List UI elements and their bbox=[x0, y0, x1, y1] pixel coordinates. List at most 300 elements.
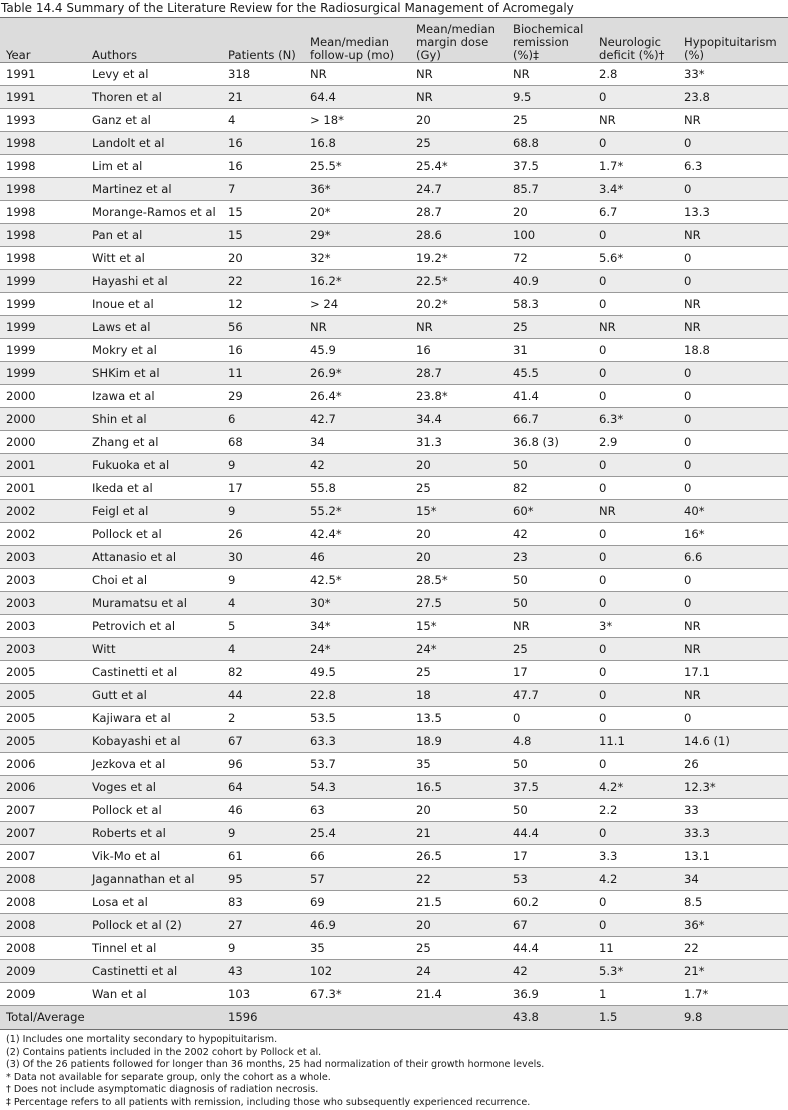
table-row bbox=[0, 983, 788, 1006]
follow-up-cell: 53.5 bbox=[304, 707, 410, 730]
table-row bbox=[0, 799, 788, 822]
authors-cell: Roberts et al bbox=[86, 822, 222, 845]
neurologic-deficit-cell: NR bbox=[593, 109, 678, 132]
follow-up-cell: NR bbox=[304, 63, 410, 86]
authors-cell: Morange-Ramos et al bbox=[86, 201, 222, 224]
authors-cell: Ganz et al bbox=[86, 109, 222, 132]
margin-dose-cell: 20.2* bbox=[410, 293, 507, 316]
remission-cell: 43.8 bbox=[507, 1006, 593, 1030]
follow-up-cell: 69 bbox=[304, 891, 410, 914]
remission-cell: 37.5 bbox=[507, 776, 593, 799]
follow-up-cell: 24* bbox=[304, 638, 410, 661]
hypopituitarism-cell: NR bbox=[678, 638, 788, 661]
margin-dose-cell: 26.5 bbox=[410, 845, 507, 868]
hypopituitarism-cell: 0 bbox=[678, 408, 788, 431]
patients-cell: 43 bbox=[222, 960, 304, 983]
neurologic-deficit-cell: 0 bbox=[593, 638, 678, 661]
authors-cell: Witt bbox=[86, 638, 222, 661]
follow-up-cell: 46.9 bbox=[304, 914, 410, 937]
header-line: (%) bbox=[684, 48, 705, 62]
neurologic-deficit-cell: 0 bbox=[593, 385, 678, 408]
hypopituitarism-cell: NR bbox=[678, 109, 788, 132]
hypopituitarism-cell: 9.8 bbox=[678, 1006, 788, 1030]
hypopituitarism-cell: NR bbox=[678, 684, 788, 707]
authors-cell: Muramatsu et al bbox=[86, 592, 222, 615]
neurologic-deficit-cell: 0 bbox=[593, 339, 678, 362]
authors-cell: Voges et al bbox=[86, 776, 222, 799]
patients-cell: 21 bbox=[222, 86, 304, 109]
remission-cell: 100 bbox=[507, 224, 593, 247]
neurologic-deficit-cell: 0 bbox=[593, 546, 678, 569]
margin-dose-cell: 34.4 bbox=[410, 408, 507, 431]
remission-cell: 23 bbox=[507, 546, 593, 569]
table-row bbox=[0, 316, 788, 339]
year-cell: 1998 bbox=[0, 247, 86, 270]
hypopituitarism-cell: 17.1 bbox=[678, 661, 788, 684]
hypopituitarism-cell: 21* bbox=[678, 960, 788, 983]
authors-cell: Pollock et al bbox=[86, 523, 222, 546]
neurologic-deficit-cell: 0 bbox=[593, 224, 678, 247]
year-cell: 2001 bbox=[0, 454, 86, 477]
margin-dose-cell: 16.5 bbox=[410, 776, 507, 799]
neurologic-deficit-cell: 0 bbox=[593, 753, 678, 776]
table-row bbox=[0, 408, 788, 431]
follow-up-cell: 57 bbox=[304, 868, 410, 891]
patients-cell: 9 bbox=[222, 937, 304, 960]
margin-dose-cell: 16 bbox=[410, 339, 507, 362]
remission-cell: 60* bbox=[507, 500, 593, 523]
remission-cell: 42 bbox=[507, 960, 593, 983]
margin-dose-cell: 28.5* bbox=[410, 569, 507, 592]
patients-cell: 96 bbox=[222, 753, 304, 776]
hypopituitarism-cell: 23.8 bbox=[678, 86, 788, 109]
remission-cell: 17 bbox=[507, 845, 593, 868]
neurologic-deficit-cell: 0 bbox=[593, 362, 678, 385]
margin-dose-cell: NR bbox=[410, 86, 507, 109]
neurologic-deficit-cell: 0 bbox=[593, 454, 678, 477]
authors-cell: Wan et al bbox=[86, 983, 222, 1006]
remission-cell: 31 bbox=[507, 339, 593, 362]
year-cell: 2003 bbox=[0, 615, 86, 638]
year-cell: 1999 bbox=[0, 316, 86, 339]
header-line: Neurologic bbox=[599, 35, 662, 49]
header-line: Mean/median bbox=[416, 22, 495, 36]
neurologic-deficit-cell: 3* bbox=[593, 615, 678, 638]
remission-cell: NR bbox=[507, 63, 593, 86]
table-row bbox=[0, 753, 788, 776]
year-cell: 1998 bbox=[0, 178, 86, 201]
authors-cell: Jezkova et al bbox=[86, 753, 222, 776]
patients-cell: 16 bbox=[222, 155, 304, 178]
header-authors bbox=[86, 18, 222, 63]
table-row bbox=[0, 891, 788, 914]
neurologic-deficit-cell: 4.2 bbox=[593, 868, 678, 891]
follow-up-cell: 32* bbox=[304, 247, 410, 270]
patients-cell: 4 bbox=[222, 592, 304, 615]
remission-cell: 42 bbox=[507, 523, 593, 546]
header-margin-dose bbox=[410, 18, 507, 63]
follow-up-cell: 16.8 bbox=[304, 132, 410, 155]
follow-up-cell: 26.9* bbox=[304, 362, 410, 385]
year-cell: 2003 bbox=[0, 546, 86, 569]
neurologic-deficit-cell: 0 bbox=[593, 684, 678, 707]
header-year bbox=[0, 18, 86, 63]
header-biochemical-remission bbox=[507, 18, 593, 63]
table-row bbox=[0, 707, 788, 730]
neurologic-deficit-cell: 0 bbox=[593, 477, 678, 500]
neurologic-deficit-cell: NR bbox=[593, 316, 678, 339]
footnote: * Data not available for separate group, only the cohort as a whole. bbox=[6, 1071, 331, 1083]
margin-dose-cell: 20 bbox=[410, 109, 507, 132]
header-line: Biochemical bbox=[513, 22, 584, 36]
follow-up-cell: 34 bbox=[304, 431, 410, 454]
authors-cell: Fukuoka et al bbox=[86, 454, 222, 477]
remission-cell: 40.9 bbox=[507, 270, 593, 293]
patients-cell: 5 bbox=[222, 615, 304, 638]
patients-cell: 82 bbox=[222, 661, 304, 684]
table-row bbox=[0, 822, 788, 845]
year-cell: 2000 bbox=[0, 431, 86, 454]
margin-dose-cell: 28.6 bbox=[410, 224, 507, 247]
literature-review-table bbox=[0, 18, 788, 1030]
neurologic-deficit-cell: 4.2* bbox=[593, 776, 678, 799]
year-cell: 2005 bbox=[0, 730, 86, 753]
patients-cell: 4 bbox=[222, 109, 304, 132]
header-line: deficit (%)† bbox=[599, 48, 665, 62]
remission-cell: 67 bbox=[507, 914, 593, 937]
footnote: (2) Contains patients included in the 2002 cohort by Pollock et al. bbox=[6, 1046, 322, 1058]
authors-cell: Attanasio et al bbox=[86, 546, 222, 569]
hypopituitarism-cell: 33.3 bbox=[678, 822, 788, 845]
margin-dose-cell: NR bbox=[410, 316, 507, 339]
remission-cell: 45.5 bbox=[507, 362, 593, 385]
patients-cell: 103 bbox=[222, 983, 304, 1006]
follow-up-cell: 67.3* bbox=[304, 983, 410, 1006]
year-cell: 2008 bbox=[0, 937, 86, 960]
year-cell: 2009 bbox=[0, 960, 86, 983]
year-cell: 2006 bbox=[0, 753, 86, 776]
remission-cell: 37.5 bbox=[507, 155, 593, 178]
neurologic-deficit-cell: 3.4* bbox=[593, 178, 678, 201]
table-row bbox=[0, 684, 788, 707]
hypopituitarism-cell: 6.3 bbox=[678, 155, 788, 178]
year-cell: 1991 bbox=[0, 63, 86, 86]
authors-cell: Jagannathan et al bbox=[86, 868, 222, 891]
patients-cell: 4 bbox=[222, 638, 304, 661]
follow-up-cell: 45.9 bbox=[304, 339, 410, 362]
patients-cell: 46 bbox=[222, 799, 304, 822]
hypopituitarism-cell: 13.3 bbox=[678, 201, 788, 224]
table-row bbox=[0, 454, 788, 477]
follow-up-cell: 25.5* bbox=[304, 155, 410, 178]
follow-up-cell: 26.4* bbox=[304, 385, 410, 408]
header-line: (Gy) bbox=[416, 48, 441, 62]
neurologic-deficit-cell: 3.3 bbox=[593, 845, 678, 868]
hypopituitarism-cell: NR bbox=[678, 224, 788, 247]
authors-cell: Choi et al bbox=[86, 569, 222, 592]
margin-dose-cell: 22 bbox=[410, 868, 507, 891]
table-row bbox=[0, 362, 788, 385]
year-cell: 2002 bbox=[0, 500, 86, 523]
hypopituitarism-cell: 0 bbox=[678, 707, 788, 730]
margin-dose-cell: 20 bbox=[410, 454, 507, 477]
hypopituitarism-cell: 40* bbox=[678, 500, 788, 523]
margin-dose-cell: 28.7 bbox=[410, 362, 507, 385]
table-row bbox=[0, 569, 788, 592]
margin-dose-cell: 15* bbox=[410, 500, 507, 523]
authors-cell: Castinetti et al bbox=[86, 960, 222, 983]
table-row bbox=[0, 224, 788, 247]
authors-cell: Zhang et al bbox=[86, 431, 222, 454]
follow-up-cell: 25.4 bbox=[304, 822, 410, 845]
year-cell: 1991 bbox=[0, 86, 86, 109]
year-cell: 2005 bbox=[0, 661, 86, 684]
year-cell: 1999 bbox=[0, 293, 86, 316]
patients-cell: 30 bbox=[222, 546, 304, 569]
table-body bbox=[0, 63, 788, 1006]
year-cell: 1998 bbox=[0, 224, 86, 247]
year-cell: 2001 bbox=[0, 477, 86, 500]
follow-up-cell: 29* bbox=[304, 224, 410, 247]
margin-dose-cell: 25.4* bbox=[410, 155, 507, 178]
authors-cell: Losa et al bbox=[86, 891, 222, 914]
authors-cell: Pan et al bbox=[86, 224, 222, 247]
authors-cell: Thoren et al bbox=[86, 86, 222, 109]
authors-cell: Hayashi et al bbox=[86, 270, 222, 293]
follow-up-cell: 46 bbox=[304, 546, 410, 569]
margin-dose-cell: NR bbox=[410, 63, 507, 86]
neurologic-deficit-cell: 0 bbox=[593, 914, 678, 937]
remission-cell: 20 bbox=[507, 201, 593, 224]
remission-cell: 9.5 bbox=[507, 86, 593, 109]
hypopituitarism-cell: 33* bbox=[678, 63, 788, 86]
table-row bbox=[0, 868, 788, 891]
year-cell: 2006 bbox=[0, 776, 86, 799]
remission-cell: 50 bbox=[507, 799, 593, 822]
neurologic-deficit-cell: 1.5 bbox=[593, 1006, 678, 1030]
patients-cell: 22 bbox=[222, 270, 304, 293]
table-row bbox=[0, 201, 788, 224]
authors-cell: Inoue et al bbox=[86, 293, 222, 316]
margin-dose-cell: 19.2* bbox=[410, 247, 507, 270]
follow-up-cell: > 18* bbox=[304, 109, 410, 132]
table-row bbox=[0, 960, 788, 983]
patients-cell: 56 bbox=[222, 316, 304, 339]
margin-dose-cell: 20 bbox=[410, 799, 507, 822]
authors-cell: Levy et al bbox=[86, 63, 222, 86]
margin-dose-cell: 25 bbox=[410, 132, 507, 155]
year-cell: 2005 bbox=[0, 707, 86, 730]
margin-dose-cell: 18.9 bbox=[410, 730, 507, 753]
neurologic-deficit-cell: 0 bbox=[593, 270, 678, 293]
patients-cell: 1596 bbox=[222, 1006, 304, 1030]
table-row bbox=[0, 293, 788, 316]
follow-up-cell: 63 bbox=[304, 799, 410, 822]
hypopituitarism-cell: 22 bbox=[678, 937, 788, 960]
margin-dose-cell: 27.5 bbox=[410, 592, 507, 615]
patients-cell: 9 bbox=[222, 500, 304, 523]
table-row bbox=[0, 592, 788, 615]
follow-up-cell: 42 bbox=[304, 454, 410, 477]
hypopituitarism-cell: 0 bbox=[678, 270, 788, 293]
margin-dose-cell: 15* bbox=[410, 615, 507, 638]
table-row bbox=[0, 155, 788, 178]
hypopituitarism-cell: NR bbox=[678, 293, 788, 316]
margin-dose-cell: 28.7 bbox=[410, 201, 507, 224]
margin-dose-cell: 13.5 bbox=[410, 707, 507, 730]
header-neurologic-deficit bbox=[593, 18, 678, 63]
authors-cell: Kobayashi et al bbox=[86, 730, 222, 753]
remission-cell: 47.7 bbox=[507, 684, 593, 707]
remission-cell: 36.9 bbox=[507, 983, 593, 1006]
margin-dose-cell: 31.3 bbox=[410, 431, 507, 454]
patients-cell: 2 bbox=[222, 707, 304, 730]
follow-up-cell: 63.3 bbox=[304, 730, 410, 753]
neurologic-deficit-cell: 11 bbox=[593, 937, 678, 960]
neurologic-deficit-cell: 5.3* bbox=[593, 960, 678, 983]
follow-up-cell: 42.7 bbox=[304, 408, 410, 431]
table-row bbox=[0, 661, 788, 684]
patients-cell: 318 bbox=[222, 63, 304, 86]
remission-cell: 53 bbox=[507, 868, 593, 891]
year-cell: 2008 bbox=[0, 891, 86, 914]
header-follow-up bbox=[304, 18, 410, 63]
year-cell: 2005 bbox=[0, 684, 86, 707]
follow-up-cell: 53.7 bbox=[304, 753, 410, 776]
margin-dose-cell: 20 bbox=[410, 546, 507, 569]
table-row bbox=[0, 523, 788, 546]
hypopituitarism-cell: 12.3* bbox=[678, 776, 788, 799]
authors-cell: Pollock et al (2) bbox=[86, 914, 222, 937]
remission-cell: 68.8 bbox=[507, 132, 593, 155]
hypopituitarism-cell: 0 bbox=[678, 592, 788, 615]
patients-cell: 16 bbox=[222, 132, 304, 155]
authors-cell: Izawa et al bbox=[86, 385, 222, 408]
authors-cell: Kajiwara et al bbox=[86, 707, 222, 730]
header-line: Authors bbox=[92, 48, 138, 62]
year-cell: 2007 bbox=[0, 822, 86, 845]
margin-dose-cell: 22.5* bbox=[410, 270, 507, 293]
hypopituitarism-cell: 18.8 bbox=[678, 339, 788, 362]
margin-dose-cell: 24* bbox=[410, 638, 507, 661]
follow-up-cell: 42.5* bbox=[304, 569, 410, 592]
follow-up-cell: 36* bbox=[304, 178, 410, 201]
hypopituitarism-cell: 0 bbox=[678, 362, 788, 385]
table-footnotes bbox=[0, 1030, 788, 1110]
patients-cell: 27 bbox=[222, 914, 304, 937]
margin-dose-cell: 25 bbox=[410, 937, 507, 960]
margin-dose-cell: 18 bbox=[410, 684, 507, 707]
year-cell: 2007 bbox=[0, 845, 86, 868]
header-line: remission bbox=[513, 35, 569, 49]
hypopituitarism-cell: NR bbox=[678, 615, 788, 638]
follow-up-cell: 64.4 bbox=[304, 86, 410, 109]
authors-cell: Tinnel et al bbox=[86, 937, 222, 960]
neurologic-deficit-cell: 5.6* bbox=[593, 247, 678, 270]
header-row bbox=[0, 18, 788, 63]
follow-up-cell: 49.5 bbox=[304, 661, 410, 684]
year-cell: 2007 bbox=[0, 799, 86, 822]
table-row bbox=[0, 546, 788, 569]
footnote: (3) Of the 26 patients followed for longer than 36 months, 25 had normalization of their growth hormone levels. bbox=[6, 1059, 545, 1071]
neurologic-deficit-cell: 2.8 bbox=[593, 63, 678, 86]
authors-cell: Shin et al bbox=[86, 408, 222, 431]
margin-dose-cell: 23.8* bbox=[410, 385, 507, 408]
table-row bbox=[0, 132, 788, 155]
margin-dose-cell: 24.7 bbox=[410, 178, 507, 201]
remission-cell: 50 bbox=[507, 592, 593, 615]
hypopituitarism-cell: 13.1 bbox=[678, 845, 788, 868]
hypopituitarism-cell: 33 bbox=[678, 799, 788, 822]
table-row bbox=[0, 615, 788, 638]
patients-cell: 29 bbox=[222, 385, 304, 408]
remission-cell: 36.8 (3) bbox=[507, 431, 593, 454]
authors-cell: Mokry et al bbox=[86, 339, 222, 362]
remission-cell: 50 bbox=[507, 753, 593, 776]
neurologic-deficit-cell: 0 bbox=[593, 661, 678, 684]
header-line: Patients (N) bbox=[228, 48, 296, 62]
follow-up-cell: 102 bbox=[304, 960, 410, 983]
table-row bbox=[0, 63, 788, 86]
remission-cell: 60.2 bbox=[507, 891, 593, 914]
margin-dose-cell: 20 bbox=[410, 914, 507, 937]
table-row bbox=[0, 477, 788, 500]
follow-up-cell bbox=[304, 1006, 410, 1030]
hypopituitarism-cell: 0 bbox=[678, 454, 788, 477]
header-line: Mean/median bbox=[310, 35, 389, 49]
patients-cell: 9 bbox=[222, 569, 304, 592]
patients-cell: 83 bbox=[222, 891, 304, 914]
hypopituitarism-cell: 34 bbox=[678, 868, 788, 891]
year-cell: 2003 bbox=[0, 638, 86, 661]
neurologic-deficit-cell: 2.9 bbox=[593, 431, 678, 454]
authors-cell: Ikeda et al bbox=[86, 477, 222, 500]
follow-up-cell: 35 bbox=[304, 937, 410, 960]
year-cell: 2008 bbox=[0, 914, 86, 937]
neurologic-deficit-cell: 11.1 bbox=[593, 730, 678, 753]
year-cell: 2003 bbox=[0, 592, 86, 615]
hypopituitarism-cell: 0 bbox=[678, 132, 788, 155]
follow-up-cell: 55.2* bbox=[304, 500, 410, 523]
year-cell: 1999 bbox=[0, 270, 86, 293]
remission-cell: 25 bbox=[507, 316, 593, 339]
patients-cell: 26 bbox=[222, 523, 304, 546]
remission-cell: 17 bbox=[507, 661, 593, 684]
table-row bbox=[0, 109, 788, 132]
authors-cell: Pollock et al bbox=[86, 799, 222, 822]
patients-cell: 15 bbox=[222, 201, 304, 224]
table-row bbox=[0, 247, 788, 270]
year-cell: 2002 bbox=[0, 523, 86, 546]
hypopituitarism-cell: 8.5 bbox=[678, 891, 788, 914]
neurologic-deficit-cell: 0 bbox=[593, 592, 678, 615]
year-cell: 1998 bbox=[0, 132, 86, 155]
header-line: follow-up (mo) bbox=[310, 48, 395, 62]
authors-cell: Petrovich et al bbox=[86, 615, 222, 638]
table-row bbox=[0, 86, 788, 109]
neurologic-deficit-cell: 0 bbox=[593, 86, 678, 109]
year-cell: 2003 bbox=[0, 569, 86, 592]
neurologic-deficit-cell: 1 bbox=[593, 983, 678, 1006]
patients-cell: 11 bbox=[222, 362, 304, 385]
remission-cell: 82 bbox=[507, 477, 593, 500]
table-row bbox=[0, 270, 788, 293]
follow-up-cell: 30* bbox=[304, 592, 410, 615]
header-line: margin dose bbox=[416, 35, 489, 49]
patients-cell: 7 bbox=[222, 178, 304, 201]
neurologic-deficit-cell: 6.3* bbox=[593, 408, 678, 431]
year-cell: 2000 bbox=[0, 408, 86, 431]
